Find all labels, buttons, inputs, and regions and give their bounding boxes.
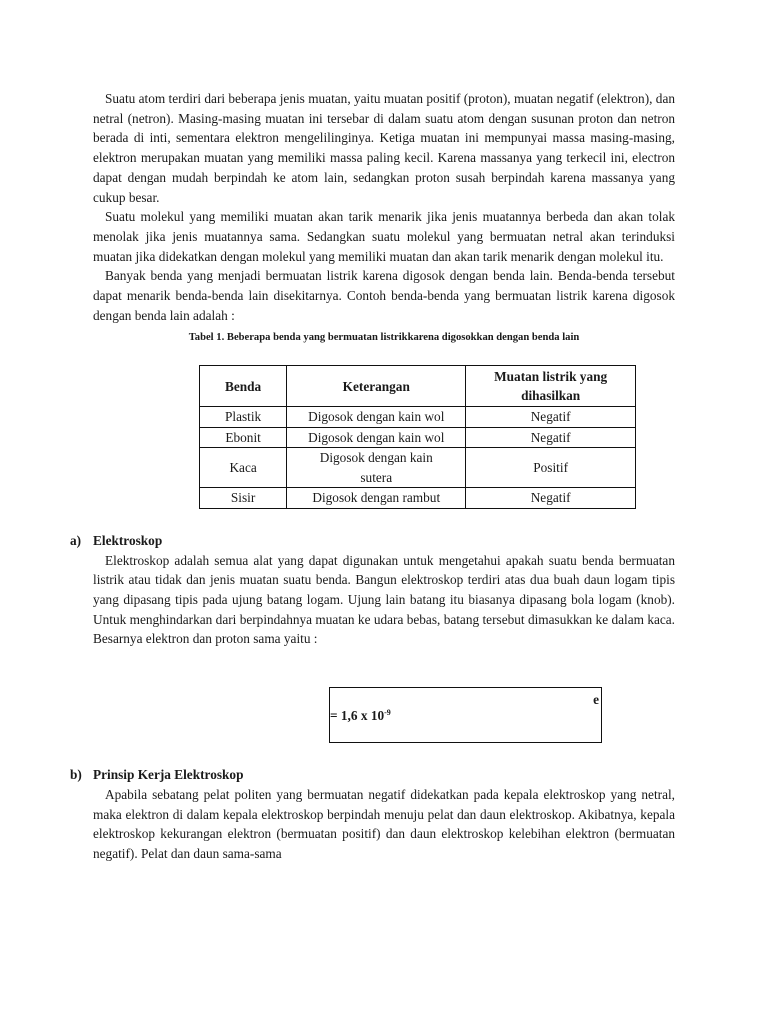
intro-paragraph-3: Banyak benda yang menjadi bermuatan listrik karena digosok dengan benda lain. Benda-benda tersebut dapat menarik benda-benda lain disekitarnya. Contoh benda-benda yang bermuatan listrik karena digosok dengan benda lain adalah :: [93, 268, 675, 323]
cell-muatan: Positif: [466, 448, 636, 488]
cell-benda: Kaca: [200, 448, 287, 488]
intro-paragraph-1: Suatu atom terdiri dari beberapa jenis muatan, yaitu muatan positif (proton), muatan negatif (elektron), dan netral (netron). Masing-masing muatan ini tersebar di dalam suatu atom dengan susunan proton dan netron berada di inti, sementara elektron mengelilinginya. Ketiga muatan ini mempunyai massa masing-masing, elektron merupakan muatan yang memiliki massa paling kecil. Karena massanya yang terkecil ini, electron dapat dengan mudah berpindah ke atom lain, sedangkan proton susah berpindah karena massanya yang cukup besar.: [93, 91, 675, 205]
table-caption: Tabel 1. Beberapa benda yang bermuatan listrikkarena digosokkan dengan benda lain: [188, 332, 580, 344]
section-a-marker: a): [70, 532, 82, 548]
cell-keterangan: Digosok dengan kain wol: [287, 407, 466, 428]
table-header-row: [200, 366, 636, 407]
table-row: [200, 407, 636, 428]
cell-muatan: Negatif: [466, 427, 636, 448]
table-row: [200, 488, 636, 509]
formula-exponent: -9: [384, 708, 391, 718]
header-keterangan: Keterangan: [287, 366, 466, 407]
cell-muatan: Negatif: [466, 488, 636, 509]
cell-benda: Ebonit: [200, 427, 287, 448]
section-a-heading: [70, 531, 675, 551]
section-a-paragraph: Elektroskop adalah semua alat yang dapat digunakan untuk mengetahui apakah suatu benda bermuatan listrik atau tidak dan jenis muatan suatu benda. Bangun elektroskop terdiri atas dua buah daun logam tipis yang dipasang tipis pada ujung batang logam. Ujung lain batang itu biasanya dipasang bola logam (knob). Untuk menghindarkan dari berpindahnya muatan ke udara bebas, batang tersebut dimasukkan ke dalam kaca. Besarnya elektron dan proton sama yaitu :: [93, 552, 675, 647]
intro-paragraph-2: Suatu molekul yang memiliki muatan akan tarik menarik jika jenis muatannya berbeda dan akan tolak menolak jika jenis muatannya sama. Sedangkan suatu molekul yang bermuatan netral akan terinduksi muatan jika didekatkan dengan molekul yang memiliki muatan dan akan tarik menarik dengan molekul itu.: [93, 209, 675, 264]
section-b-marker: b): [70, 767, 82, 783]
section-b-heading: [70, 765, 675, 785]
section-b-paragraph: Apabila sebatang pelat politen yang bermuatan negatif didekatkan pada kepala elektroskop yang netral, maka elektron di dalam kepala elektroskop berpindah menuju pelat dan daun elektroskop. Akibatnya, kepala elektroskop kekurangan elektron (bermuatan positif) dan daun elektroskop kelebihan elektron (bermuatan negatif). Pelat dan daun sama-sama: [93, 786, 675, 861]
cell-benda: Sisir: [200, 488, 287, 509]
charge-table: [199, 365, 636, 509]
table-row: [200, 427, 636, 448]
cell-benda: Plastik: [200, 407, 287, 428]
header-muatan: Muatan listrik yang dihasilkan: [466, 366, 636, 407]
document-body: [70, 89, 675, 864]
section-b-title: Prinsip Kerja Elektroskop: [93, 767, 244, 783]
section-a-title: Elektroskop: [93, 532, 163, 548]
cell-keterangan: Digosok dengan kain wol: [287, 427, 466, 448]
formula-value: = 1,6 x 10: [330, 708, 385, 724]
cell-keterangan: Digosok dengan kain sutera: [287, 448, 466, 488]
cell-keterangan: Digosok dengan rambut: [287, 488, 466, 509]
header-benda: Benda: [200, 366, 287, 407]
table-row: [200, 448, 636, 488]
formula-box: [329, 687, 602, 743]
formula-expression: [330, 708, 391, 724]
formula-symbol: e: [593, 692, 599, 708]
cell-muatan: Negatif: [466, 407, 636, 428]
